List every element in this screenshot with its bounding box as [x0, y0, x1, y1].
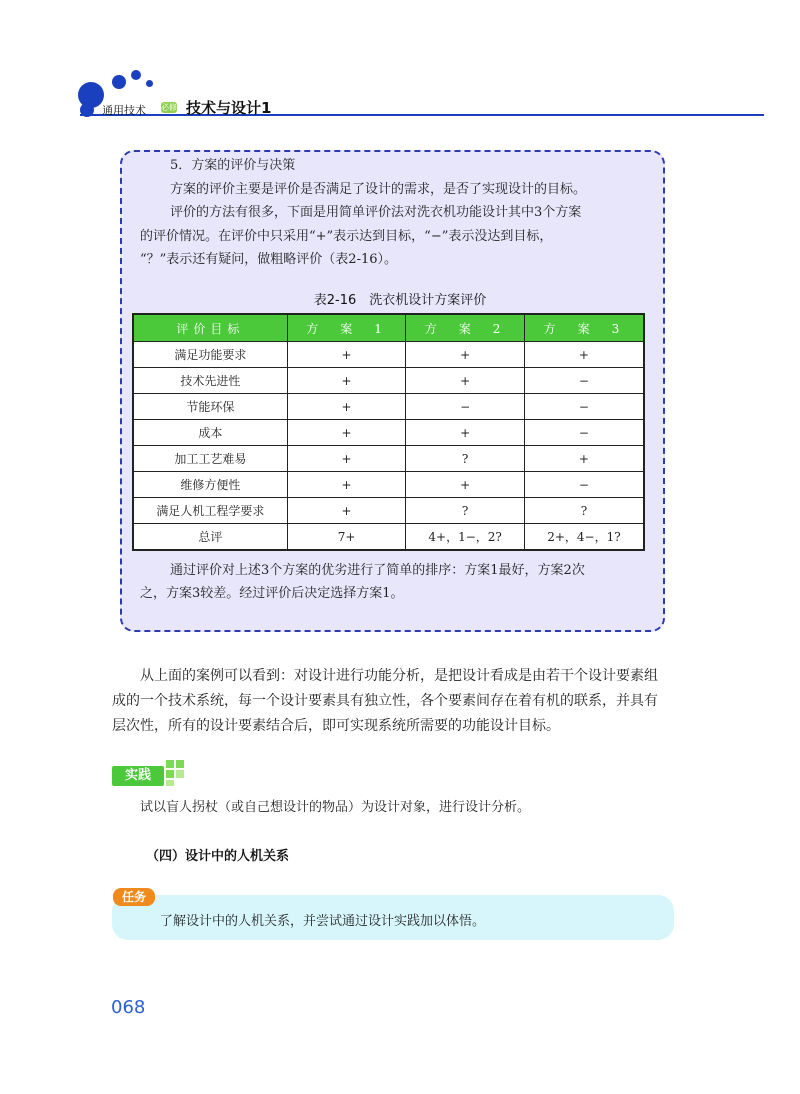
- case-para2-line2: 的评价情况。在评价中只采用“+”表示达到目标，“−”表示没达到目标，: [140, 229, 553, 244]
- criteria-cell: 满足功能要求: [133, 342, 287, 368]
- header-book-title: 技术与设计1: [186, 99, 272, 117]
- score-cell: −: [406, 394, 525, 420]
- score-cell: +: [287, 342, 406, 368]
- score-cell: +: [524, 342, 644, 368]
- practice-text: 试以盲人拐杖（或自己想设计的物品）为设计对象，进行设计分析。: [140, 800, 531, 815]
- practice-decor-square: [166, 770, 174, 778]
- table-total-row: [133, 524, 644, 551]
- table-row: [133, 498, 644, 524]
- score-cell: +: [406, 368, 525, 394]
- score-cell: 7+: [287, 524, 406, 551]
- body-line3: 层次性，所有的设计要素结合后，即可实现系统所需要的功能设计目标。: [112, 718, 560, 734]
- header-dot-tiny: [146, 80, 153, 87]
- practice-decor-square: [166, 760, 174, 768]
- case-conclusion-line2: 之，方案3较差。经过评价后决定选择方案1。: [140, 586, 404, 601]
- header-dot-small: [131, 70, 141, 80]
- score-cell: −: [524, 368, 644, 394]
- header-criteria: 评价目标: [133, 314, 287, 342]
- score-cell: +: [406, 342, 525, 368]
- body-line1: 从上面的案例可以看到：对设计进行功能分析，是把设计看成是由若干个设计要素组: [140, 668, 658, 684]
- header-rule: [80, 114, 764, 116]
- score-cell: 4+，1−，2?: [406, 524, 525, 551]
- score-cell: +: [287, 446, 406, 472]
- score-cell: −: [524, 472, 644, 498]
- score-cell: ?: [524, 498, 644, 524]
- score-cell: +: [287, 472, 406, 498]
- header-subject: 通用技术: [102, 104, 146, 117]
- criteria-cell: 满足人机工程学要求: [133, 498, 287, 524]
- score-cell: −: [524, 420, 644, 446]
- case-para1: 方案的评价主要是评价是否满足了设计的需求，是否了实现设计的目标。: [170, 182, 587, 197]
- practice-decor-square: [176, 760, 184, 768]
- case-conclusion-line1: 通过评价对上述3个方案的优劣进行了简单的排序：方案1最好，方案2次: [170, 563, 585, 578]
- header-dot-medium: [112, 75, 126, 89]
- score-cell: +: [287, 498, 406, 524]
- practice-decor-square: [176, 770, 184, 778]
- criteria-cell: 加工工艺难易: [133, 446, 287, 472]
- table-row: [133, 342, 644, 368]
- case-para2-line3: “？”表示还有疑问，做粗略评价（表2-16）。: [140, 252, 397, 267]
- criteria-cell: 节能环保: [133, 394, 287, 420]
- table-caption: 表2-16 洗衣机设计方案评价: [313, 293, 487, 308]
- score-cell: +: [287, 394, 406, 420]
- table-row: [133, 472, 644, 498]
- score-cell: 2+，4−，1?: [524, 524, 644, 551]
- score-cell: +: [287, 420, 406, 446]
- practice-decor-square: [166, 780, 174, 786]
- case-para2-line1: 评价的方法有很多，下面是用简单评价法对洗衣机功能设计其中3个方案: [170, 205, 582, 220]
- table-row: [133, 446, 644, 472]
- criteria-cell: 成本: [133, 420, 287, 446]
- header-plan-2: 方 案 2: [406, 314, 525, 342]
- task-label: 任务: [113, 888, 155, 906]
- page-number: 068: [111, 997, 146, 1018]
- score-cell: +: [524, 446, 644, 472]
- task-text: 了解设计中的人机关系，并尝试通过设计实践加以体悟。: [160, 914, 486, 929]
- score-cell: −: [524, 394, 644, 420]
- table-row: [133, 394, 644, 420]
- criteria-cell: 维修方便性: [133, 472, 287, 498]
- header-plan-3: 方 案 3: [524, 314, 644, 342]
- score-cell: +: [406, 420, 525, 446]
- table-row: [133, 368, 644, 394]
- evaluation-table: [132, 313, 645, 551]
- header-plan-1: 方 案 1: [287, 314, 406, 342]
- body-line2: 成的一个技术系统，每一个设计要素具有独立性，各个要素间存在着有机的联系，并具有: [112, 693, 658, 709]
- score-cell: ?: [406, 498, 525, 524]
- table-header-row: [133, 314, 644, 342]
- criteria-cell: 总评: [133, 524, 287, 551]
- practice-label: 实践: [112, 766, 164, 786]
- score-cell: ?: [406, 446, 525, 472]
- score-cell: +: [406, 472, 525, 498]
- table-row: [133, 420, 644, 446]
- header-badge: 必修: [161, 103, 177, 112]
- score-cell: +: [287, 368, 406, 394]
- section-heading: （四）设计中的人机关系: [146, 849, 290, 864]
- criteria-cell: 技术先进性: [133, 368, 287, 394]
- case-heading: 5．方案的评价与决策: [170, 158, 296, 173]
